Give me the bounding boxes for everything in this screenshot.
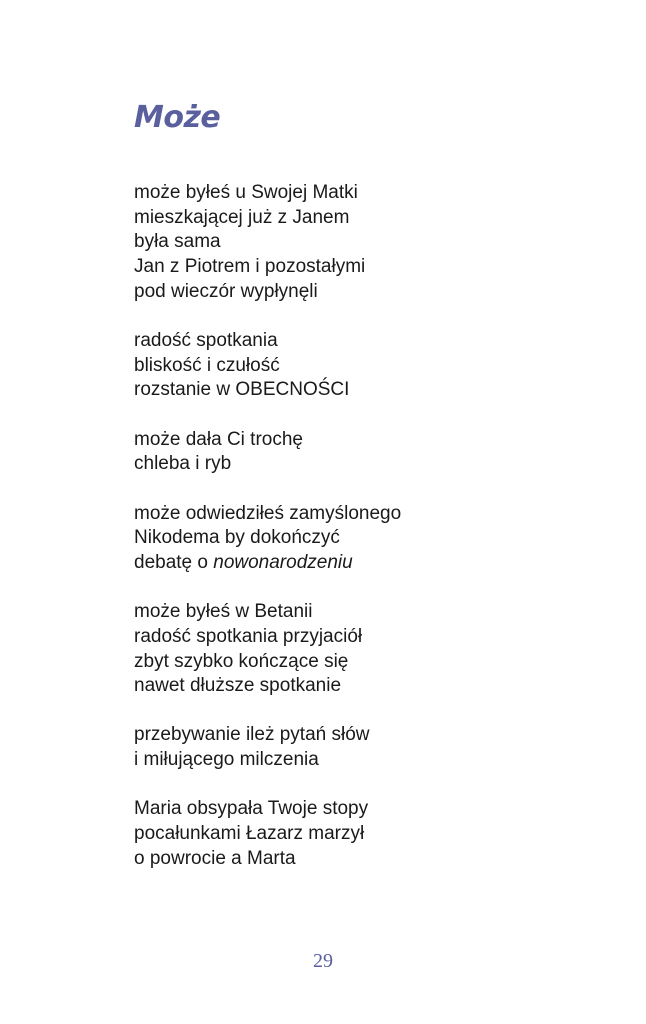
poem-line: była sama bbox=[134, 231, 221, 253]
poem-line: chleba i ryb bbox=[134, 453, 232, 475]
poem-line: i miłującego milczenia bbox=[134, 749, 319, 771]
stanza-2 bbox=[134, 329, 614, 403]
poem-line: rozstanie w OBECNOŚCI bbox=[134, 379, 350, 401]
page-number: 29 bbox=[313, 950, 333, 972]
poem-line: Maria obsypała Twoje stopy bbox=[134, 798, 369, 820]
stanza-1 bbox=[134, 181, 614, 305]
poem-line: nawet dłuższe spotkanie bbox=[134, 675, 342, 697]
poem-line: o powrocie a Marta bbox=[134, 847, 296, 869]
poem-line-prefix: debatę o bbox=[134, 551, 214, 573]
poem-line: zbyt szybko kończące się bbox=[134, 650, 349, 672]
stanza-7 bbox=[134, 797, 614, 871]
stanza-5 bbox=[134, 600, 614, 699]
poem-line: Nikodema by dokończyć bbox=[134, 527, 340, 549]
poem-line: może byłeś w Betanii bbox=[134, 601, 313, 623]
poem-title: Może bbox=[134, 100, 221, 135]
poem-line-mixed bbox=[134, 551, 614, 576]
poem-line: Jan z Piotrem i pozostałymi bbox=[134, 256, 366, 278]
poem-line: radość spotkania bbox=[134, 330, 278, 352]
stanza-4 bbox=[134, 502, 614, 576]
poem-line: może odwiedziłeś zamyślonego bbox=[134, 502, 402, 524]
poem-line: przebywanie ileż pytań słów bbox=[134, 724, 370, 746]
poem-line: pod wieczór wypłynęli bbox=[134, 280, 318, 302]
poem-line-emphasis: nowonarodzeniu bbox=[213, 551, 353, 573]
poem-line: może dała Ci trochę bbox=[134, 428, 303, 450]
poem-line: mieszkającej już z Janem bbox=[134, 206, 350, 228]
poem-line: radość spotkania przyjaciół bbox=[134, 625, 363, 647]
stanza-3 bbox=[134, 428, 614, 477]
poem-line: pocałunkami Łazarz marzył bbox=[134, 823, 365, 845]
poem-body bbox=[134, 181, 614, 896]
poem-line: może byłeś u Swojej Matki bbox=[134, 182, 358, 203]
stanza-6 bbox=[134, 723, 614, 772]
poem-line: bliskość i czułość bbox=[134, 354, 280, 376]
